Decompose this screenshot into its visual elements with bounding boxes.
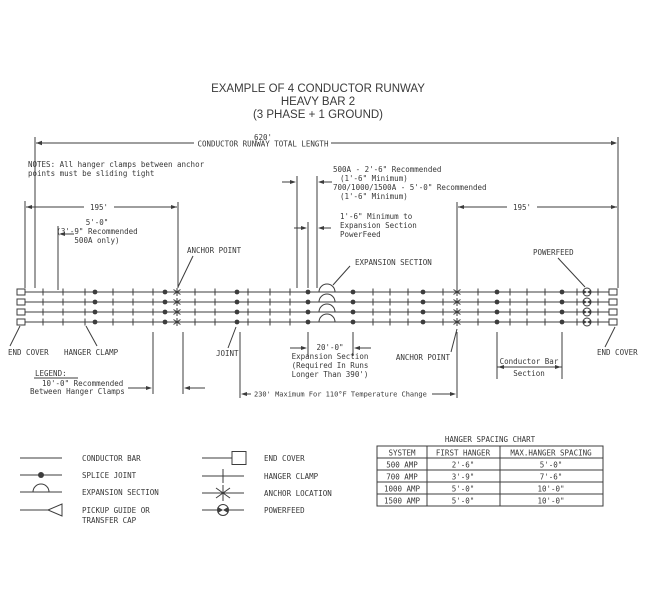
recommended-note2-min: (1'-6" Minimum) <box>340 192 408 201</box>
splice-joint-symbol <box>421 310 426 315</box>
hanger-spacing-chart <box>377 435 603 506</box>
min-to-expansion2: Expansion Section <box>340 221 417 230</box>
notes-line1: NOTES: All hanger clamps between anchor <box>28 160 205 169</box>
total-length-label: CONDUCTOR RUNWAY TOTAL LENGTH <box>197 139 329 149</box>
total-length-value: 620' <box>253 133 273 142</box>
recommended-note2: 700/1000/1500A - 5'-0" Recommended <box>333 183 487 192</box>
legend-note <box>30 332 205 396</box>
expansion-note3: (Required In Runs <box>291 361 369 370</box>
splice-joint-symbol <box>351 300 356 305</box>
cell-first-1000: 5'-0" <box>451 484 475 494</box>
legend-column-2 <box>202 452 332 516</box>
splice-joint-symbol <box>495 290 500 295</box>
expansion-note2: Expansion Section <box>291 352 369 361</box>
end-cover-symbol <box>17 299 25 305</box>
splice-joint-symbol <box>560 310 565 315</box>
hanger-clamp-label: HANGER CLAMP <box>64 348 119 357</box>
splice-joint-symbol <box>306 300 311 305</box>
conductor-bar-section-dimension <box>497 332 562 379</box>
end-cover-symbol <box>17 289 25 295</box>
notes-line2: points must be sliding tight <box>28 169 155 178</box>
cell-system-500: 500 AMP <box>386 460 418 470</box>
max-run-label: 230' Maximum For 110°F Temperature Change <box>254 390 427 399</box>
chart-header-max-spacing: MAX.HANGER SPACING <box>510 448 592 458</box>
expansion-note4: Longer Than 390') <box>291 370 369 379</box>
splice-joint-symbol <box>235 320 240 325</box>
expansion-section-symbol <box>319 304 335 312</box>
table-row <box>384 497 565 506</box>
cell-system-1000: 1000 AMP <box>383 484 421 494</box>
powerfeed-label: POWERFEED <box>533 248 574 257</box>
title-line2: HEAVY BAR 2 <box>280 96 356 108</box>
end-cover-right-label: END COVER <box>597 348 638 357</box>
first-hanger-note2: (3'-9" Recommended <box>56 227 138 236</box>
expansion-section-symbol <box>319 284 335 292</box>
expansion-dimension <box>290 332 371 379</box>
cell-first-1500: 5'-0" <box>451 496 475 506</box>
cell-max-500: 5'-0" <box>539 460 563 470</box>
legend-anchor-location-label: ANCHOR LOCATION <box>264 489 332 498</box>
end-cover-left-label: END COVER <box>8 348 49 357</box>
splice-joint-symbol <box>163 300 168 305</box>
splice-joint-symbol <box>93 320 98 325</box>
right-span-value: 195' <box>512 203 532 212</box>
splice-joint-symbol <box>306 310 311 315</box>
table-row <box>384 485 565 494</box>
legend-note-line1: 10'-0" Recommended <box>42 379 124 388</box>
splice-joint-symbol <box>306 290 311 295</box>
legend-powerfeed-label: POWERFEED <box>264 506 305 515</box>
first-hanger-note3: 500A only) <box>74 236 120 245</box>
expansion-width-value: 20'-0" <box>316 343 344 352</box>
cell-max-1000: 10'-0" <box>537 484 565 494</box>
legend-hanger-clamp-label: HANGER CLAMP <box>264 472 319 481</box>
splice-joint-symbol <box>163 290 168 295</box>
end-cover-symbol <box>17 309 25 315</box>
splice-joint-symbol <box>560 300 565 305</box>
splice-joint-symbol <box>163 320 168 325</box>
notes-block <box>28 160 205 178</box>
center-annotations <box>282 165 487 288</box>
splice-joint-symbol <box>93 300 98 305</box>
splice-joint-symbol <box>351 310 356 315</box>
end-cover-symbol <box>609 299 617 305</box>
splice-joint-symbol <box>351 290 356 295</box>
legend-expansion-section-label: EXPANSION SECTION <box>82 488 159 497</box>
left-span-dimension <box>25 201 178 290</box>
chart-header-first-hanger: FIRST HANGER <box>435 448 491 458</box>
splice-joint-symbol <box>235 300 240 305</box>
recommended-note1-min: (1'-6" Minimum) <box>340 174 408 183</box>
title-block <box>211 83 425 121</box>
splice-joint-symbol <box>93 310 98 315</box>
end-cover-symbol <box>609 309 617 315</box>
runway <box>17 284 617 326</box>
anchor-point-left-label: ANCHOR POINT <box>187 246 242 255</box>
table-row <box>386 473 562 482</box>
table-row <box>386 461 562 470</box>
legend-pickup-guide-label2: TRANSFER CAP <box>82 516 137 525</box>
splice-joint-symbol <box>351 320 356 325</box>
right-span-dimension <box>457 202 617 288</box>
splice-joint-symbol <box>421 290 426 295</box>
chart-header-system: SYSTEM <box>388 448 416 458</box>
anchor-point-right-label: ANCHOR POINT <box>395 353 450 362</box>
cell-max-1500: 10'-0" <box>537 496 565 506</box>
legend-column-1 <box>20 454 159 525</box>
title-line1: EXAMPLE OF 4 CONDUCTOR RUNWAY <box>211 83 425 95</box>
expansion-section-label: EXPANSION SECTION <box>355 258 432 267</box>
cell-system-1500: 1500 AMP <box>383 496 421 506</box>
recommended-note1: 500A - 2'-6" Recommended <box>333 165 442 174</box>
cell-first-700: 3'-9" <box>451 472 475 482</box>
legend-pickup-guide-label1: PICKUP GUIDE OR <box>82 506 150 515</box>
conductor-bar-section-label2: Section <box>513 369 545 378</box>
splice-joint-symbol <box>560 320 565 325</box>
splice-joint-symbol <box>495 300 500 305</box>
title-line3: (3 PHASE + 1 GROUND) <box>252 109 384 121</box>
end-cover-symbol <box>17 319 25 325</box>
legend-note-title: LEGEND: <box>35 369 67 378</box>
legend-end-cover-label: END COVER <box>264 454 305 463</box>
expansion-section-symbol <box>319 314 335 322</box>
end-cover-symbol <box>609 289 617 295</box>
min-to-expansion3: PowerFeed <box>340 230 381 239</box>
splice-joint-symbol <box>306 320 311 325</box>
expansion-section-symbol <box>319 294 335 302</box>
cell-max-700: 7'-6" <box>539 472 563 482</box>
min-to-expansion1: 1'-6" Minimum to <box>340 212 413 221</box>
legend-splice-joint-label: SPLICE JOINT <box>82 471 137 480</box>
splice-joint-symbol <box>560 290 565 295</box>
conductor-bar-section-label1: Conductor Bar <box>499 357 559 366</box>
splice-joint-symbol <box>163 310 168 315</box>
legend-note-line2: Between Hanger Clamps <box>30 387 125 396</box>
cell-system-700: 700 AMP <box>386 472 418 482</box>
splice-joint-symbol <box>495 310 500 315</box>
joint-label: JOINT <box>216 349 239 358</box>
end-cover-symbol <box>609 319 617 325</box>
cell-first-500: 2'-6" <box>451 460 475 470</box>
legend-conductor-bar-label: CONDUCTOR BAR <box>82 454 141 463</box>
splice-joint-symbol <box>235 290 240 295</box>
chart-title: HANGER SPACING CHART <box>444 435 536 444</box>
splice-joint-symbol <box>235 310 240 315</box>
splice-joint-symbol <box>421 320 426 325</box>
first-hanger-note1: 5'-0" <box>85 218 109 227</box>
splice-joint-symbol <box>421 300 426 305</box>
splice-joint-symbol <box>495 320 500 325</box>
splice-joint-symbol <box>93 290 98 295</box>
left-span-value: 195' <box>89 203 109 212</box>
